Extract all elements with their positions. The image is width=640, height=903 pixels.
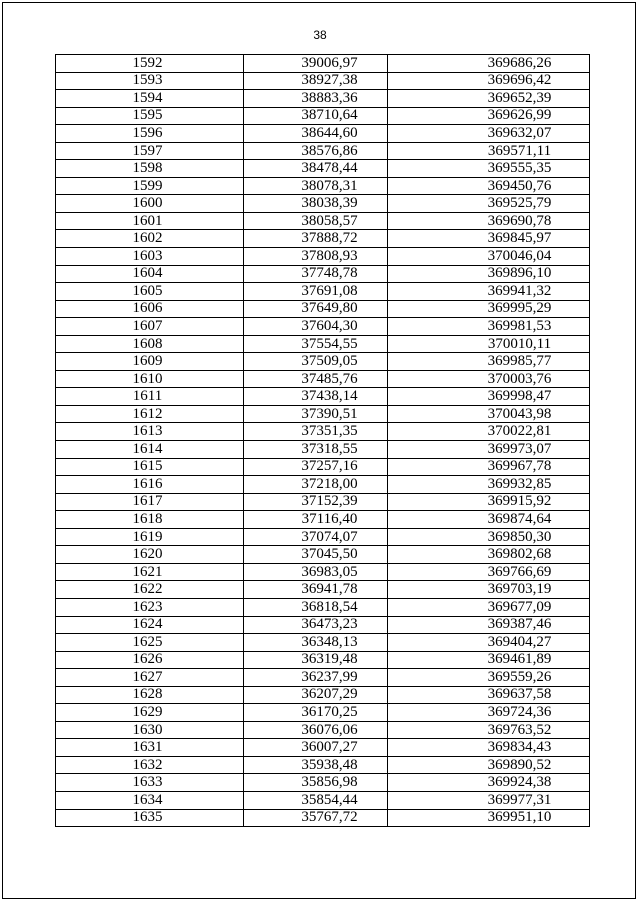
point-number-cell: 1624 (56, 616, 244, 634)
page-number: 38 (313, 28, 327, 42)
table-row (56, 142, 590, 160)
y-coordinate-cell: 369998,47 (388, 388, 590, 406)
y-coordinate-cell: 369696,42 (388, 72, 590, 90)
table-row (56, 686, 590, 704)
y-coordinate-cell: 369766,69 (388, 563, 590, 581)
table-row (56, 598, 590, 616)
y-coordinate-cell: 369890,52 (388, 756, 590, 774)
point-number-cell: 1615 (56, 458, 244, 476)
y-coordinate-cell: 369967,78 (388, 458, 590, 476)
y-coordinate-cell: 369626,99 (388, 107, 590, 125)
x-coordinate-cell: 36170,25 (244, 704, 388, 722)
y-coordinate-cell: 369915,92 (388, 493, 590, 511)
point-number-cell: 1626 (56, 651, 244, 669)
x-coordinate-cell: 37748,78 (244, 265, 388, 283)
x-coordinate-cell: 38644,60 (244, 125, 388, 143)
y-coordinate-cell: 369677,09 (388, 598, 590, 616)
x-coordinate-cell: 38710,64 (244, 107, 388, 125)
coordinates-table (55, 54, 590, 827)
x-coordinate-cell: 37045,50 (244, 546, 388, 564)
table-row (56, 739, 590, 757)
point-number-cell: 1596 (56, 125, 244, 143)
point-number-cell: 1601 (56, 212, 244, 230)
x-coordinate-cell: 38078,31 (244, 177, 388, 195)
point-number-cell: 1606 (56, 300, 244, 318)
point-number-cell: 1617 (56, 493, 244, 511)
table-row (56, 493, 590, 511)
point-number-cell: 1619 (56, 528, 244, 546)
y-coordinate-cell: 369802,68 (388, 546, 590, 564)
y-coordinate-cell: 369834,43 (388, 739, 590, 757)
x-coordinate-cell: 37888,72 (244, 230, 388, 248)
y-coordinate-cell: 369951,10 (388, 809, 590, 827)
y-coordinate-cell: 369981,53 (388, 318, 590, 336)
point-number-cell: 1609 (56, 353, 244, 371)
table-row (56, 756, 590, 774)
y-coordinate-cell: 369652,39 (388, 90, 590, 108)
table-row (56, 721, 590, 739)
y-coordinate-cell: 369924,38 (388, 774, 590, 792)
y-coordinate-cell: 369555,35 (388, 160, 590, 178)
y-coordinate-cell: 370022,81 (388, 423, 590, 441)
table-row (56, 230, 590, 248)
y-coordinate-cell: 369632,07 (388, 125, 590, 143)
x-coordinate-cell: 39006,97 (244, 55, 388, 73)
x-coordinate-cell: 35854,44 (244, 791, 388, 809)
table-row (56, 405, 590, 423)
table-row (56, 283, 590, 301)
point-number-cell: 1600 (56, 195, 244, 213)
y-coordinate-cell: 370010,11 (388, 335, 590, 353)
x-coordinate-cell: 37390,51 (244, 405, 388, 423)
point-number-cell: 1603 (56, 248, 244, 266)
y-coordinate-cell: 369995,29 (388, 300, 590, 318)
table-row (56, 476, 590, 494)
x-coordinate-cell: 35856,98 (244, 774, 388, 792)
point-number-cell: 1597 (56, 142, 244, 160)
x-coordinate-cell: 35767,72 (244, 809, 388, 827)
table-row (56, 300, 590, 318)
table-row (56, 195, 590, 213)
table-row (56, 72, 590, 90)
table-row (56, 791, 590, 809)
y-coordinate-cell: 369850,30 (388, 528, 590, 546)
table-row (56, 563, 590, 581)
table-row (56, 669, 590, 687)
y-coordinate-cell: 370003,76 (388, 370, 590, 388)
table-row (56, 388, 590, 406)
point-number-cell: 1614 (56, 441, 244, 459)
x-coordinate-cell: 36237,99 (244, 669, 388, 687)
y-coordinate-cell: 369896,10 (388, 265, 590, 283)
x-coordinate-cell: 37649,80 (244, 300, 388, 318)
y-coordinate-cell: 369461,89 (388, 651, 590, 669)
x-coordinate-cell: 38927,38 (244, 72, 388, 90)
table-row (56, 177, 590, 195)
point-number-cell: 1621 (56, 563, 244, 581)
point-number-cell: 1625 (56, 634, 244, 652)
y-coordinate-cell: 369450,76 (388, 177, 590, 195)
table-row (56, 125, 590, 143)
x-coordinate-cell: 37257,16 (244, 458, 388, 476)
point-number-cell: 1593 (56, 72, 244, 90)
table-row (56, 528, 590, 546)
y-coordinate-cell: 369932,85 (388, 476, 590, 494)
y-coordinate-cell: 369571,11 (388, 142, 590, 160)
table-row (56, 265, 590, 283)
table-row (56, 651, 590, 669)
point-number-cell: 1632 (56, 756, 244, 774)
x-coordinate-cell: 36207,29 (244, 686, 388, 704)
point-number-cell: 1629 (56, 704, 244, 722)
y-coordinate-cell: 369559,26 (388, 669, 590, 687)
table-row (56, 809, 590, 827)
table-row (56, 370, 590, 388)
table-row (56, 458, 590, 476)
point-number-cell: 1634 (56, 791, 244, 809)
point-number-cell: 1611 (56, 388, 244, 406)
point-number-cell: 1605 (56, 283, 244, 301)
x-coordinate-cell: 37509,05 (244, 353, 388, 371)
x-coordinate-cell: 37074,07 (244, 528, 388, 546)
point-number-cell: 1608 (56, 335, 244, 353)
y-coordinate-cell: 369973,07 (388, 441, 590, 459)
point-number-cell: 1631 (56, 739, 244, 757)
point-number-cell: 1612 (56, 405, 244, 423)
y-coordinate-cell: 369845,97 (388, 230, 590, 248)
y-coordinate-cell: 369763,52 (388, 721, 590, 739)
point-number-cell: 1595 (56, 107, 244, 125)
y-coordinate-cell: 369686,26 (388, 55, 590, 73)
y-coordinate-cell: 369985,77 (388, 353, 590, 371)
table-row (56, 616, 590, 634)
x-coordinate-cell: 36473,23 (244, 616, 388, 634)
y-coordinate-cell: 369941,32 (388, 283, 590, 301)
table-row (56, 634, 590, 652)
y-coordinate-cell: 370046,04 (388, 248, 590, 266)
table-row (56, 90, 590, 108)
x-coordinate-cell: 37691,08 (244, 283, 388, 301)
y-coordinate-cell: 369387,46 (388, 616, 590, 634)
table-row (56, 511, 590, 529)
table-row (56, 581, 590, 599)
point-number-cell: 1618 (56, 511, 244, 529)
x-coordinate-cell: 37438,14 (244, 388, 388, 406)
x-coordinate-cell: 37485,76 (244, 370, 388, 388)
y-coordinate-cell: 369525,79 (388, 195, 590, 213)
table-row (56, 107, 590, 125)
x-coordinate-cell: 37808,93 (244, 248, 388, 266)
point-number-cell: 1602 (56, 230, 244, 248)
table-row (56, 335, 590, 353)
point-number-cell: 1607 (56, 318, 244, 336)
point-number-cell: 1620 (56, 546, 244, 564)
x-coordinate-cell: 38576,86 (244, 142, 388, 160)
point-number-cell: 1598 (56, 160, 244, 178)
x-coordinate-cell: 38478,44 (244, 160, 388, 178)
y-coordinate-cell: 370043,98 (388, 405, 590, 423)
x-coordinate-cell: 36076,06 (244, 721, 388, 739)
x-coordinate-cell: 36983,05 (244, 563, 388, 581)
table-row (56, 774, 590, 792)
point-number-cell: 1630 (56, 721, 244, 739)
point-number-cell: 1592 (56, 55, 244, 73)
point-number-cell: 1594 (56, 90, 244, 108)
x-coordinate-cell: 36319,48 (244, 651, 388, 669)
y-coordinate-cell: 369874,64 (388, 511, 590, 529)
table-row (56, 353, 590, 371)
table-row (56, 55, 590, 73)
table-row (56, 704, 590, 722)
point-number-cell: 1628 (56, 686, 244, 704)
x-coordinate-cell: 37351,35 (244, 423, 388, 441)
x-coordinate-cell: 36348,13 (244, 634, 388, 652)
point-number-cell: 1635 (56, 809, 244, 827)
point-number-cell: 1613 (56, 423, 244, 441)
point-number-cell: 1623 (56, 598, 244, 616)
table-row (56, 546, 590, 564)
table-row (56, 318, 590, 336)
table-row (56, 160, 590, 178)
y-coordinate-cell: 369404,27 (388, 634, 590, 652)
point-number-cell: 1604 (56, 265, 244, 283)
point-number-cell: 1599 (56, 177, 244, 195)
y-coordinate-cell: 369724,36 (388, 704, 590, 722)
x-coordinate-cell: 36007,27 (244, 739, 388, 757)
x-coordinate-cell: 37318,55 (244, 441, 388, 459)
x-coordinate-cell: 38883,36 (244, 90, 388, 108)
x-coordinate-cell: 38058,57 (244, 212, 388, 230)
x-coordinate-cell: 36818,54 (244, 598, 388, 616)
point-number-cell: 1627 (56, 669, 244, 687)
x-coordinate-cell: 36941,78 (244, 581, 388, 599)
point-number-cell: 1622 (56, 581, 244, 599)
y-coordinate-cell: 369690,78 (388, 212, 590, 230)
x-coordinate-cell: 37218,00 (244, 476, 388, 494)
table-row (56, 212, 590, 230)
y-coordinate-cell: 369637,58 (388, 686, 590, 704)
x-coordinate-cell: 35938,48 (244, 756, 388, 774)
x-coordinate-cell: 37116,40 (244, 511, 388, 529)
table-row (56, 441, 590, 459)
table-row (56, 423, 590, 441)
y-coordinate-cell: 369703,19 (388, 581, 590, 599)
x-coordinate-cell: 37554,55 (244, 335, 388, 353)
point-number-cell: 1610 (56, 370, 244, 388)
y-coordinate-cell: 369977,31 (388, 791, 590, 809)
coordinates-table-body (56, 55, 590, 827)
x-coordinate-cell: 38038,39 (244, 195, 388, 213)
point-number-cell: 1633 (56, 774, 244, 792)
x-coordinate-cell: 37152,39 (244, 493, 388, 511)
point-number-cell: 1616 (56, 476, 244, 494)
x-coordinate-cell: 37604,30 (244, 318, 388, 336)
table-row (56, 248, 590, 266)
